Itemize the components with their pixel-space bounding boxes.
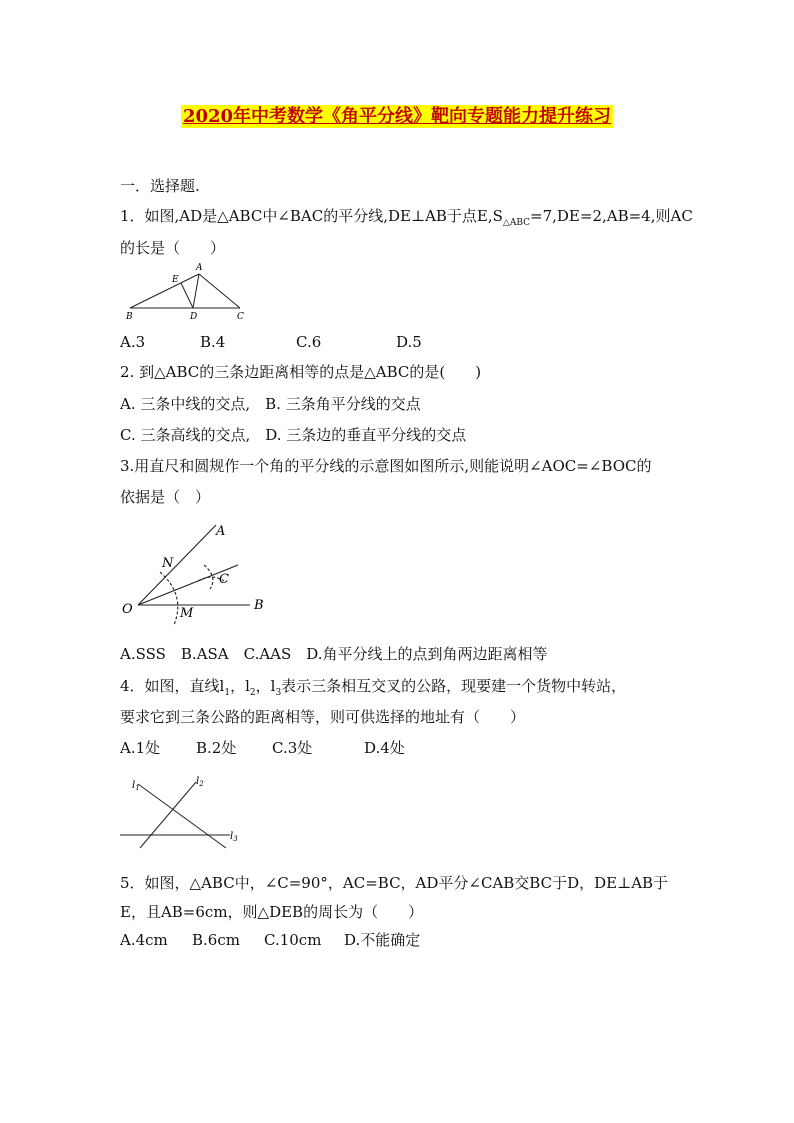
q4-line-l1 <box>138 784 226 848</box>
q4-line1 <box>120 676 626 703</box>
q3-line2: 依据是（ ） <box>120 488 211 506</box>
q3-label-a: A <box>216 524 226 539</box>
q3-label-b: B <box>254 598 264 613</box>
q1-line1-pre: 1．如图,AD是△ABC中∠BAC的平分线,DE⊥AB于点E,S <box>120 207 503 225</box>
q1-line1 <box>120 206 693 233</box>
q4-line1-a: 4．如图，直线l <box>120 677 225 695</box>
q4-option-b[interactable]: B.2处 <box>196 739 237 757</box>
section-heading: 一．选择题. <box>120 177 200 195</box>
page-title <box>0 104 794 130</box>
q5-options <box>120 930 420 950</box>
q1-segment-de <box>181 283 193 308</box>
q4-label-l2: $l_2$ <box>196 776 204 788</box>
title-text: 2020年中考数学《角平分线》靶向专题能力提升练习 <box>182 106 612 127</box>
q1-label-a: A <box>196 263 203 273</box>
q3-label-o: O <box>122 602 133 617</box>
q1-area-subscript: △ABC <box>502 218 531 228</box>
q4-label-l3: $l_3$ <box>230 831 238 843</box>
q1-segment-ab <box>130 274 199 308</box>
q1-label-b: B <box>126 312 133 322</box>
q2-options-row1[interactable]: A. 三条中线的交点, B. 三条角平分线的交点 <box>120 395 421 413</box>
q4-sub-3: 3 <box>275 688 282 698</box>
q5-line2: E，且AB=6cm，则△DEB的周长为（ ） <box>120 903 424 921</box>
q1-segment-ac <box>199 274 240 308</box>
q1-option-b[interactable]: B.4 <box>200 333 226 351</box>
q4-line1-d: 表示三条相互交叉的公路，现要建一个货物中转站， <box>281 677 627 695</box>
q4-sub-2: 2 <box>249 688 256 698</box>
q1-option-a[interactable]: A.3 <box>120 333 146 351</box>
q1-line1-post: =7,DE=2,AB=4,则AC <box>530 207 693 225</box>
q1-option-d[interactable]: D.5 <box>396 333 422 351</box>
q4-figure <box>118 772 248 852</box>
q2-options-row2[interactable]: C. 三条高线的交点, D. 三条边的垂直平分线的交点 <box>120 426 467 444</box>
q5-line1: 5．如图，△ABC中，∠C=90°，AC=BC，AD平分∠CAB交BC于D，DE⊥AB于 <box>120 874 669 892</box>
q1-label-e: E <box>172 275 179 285</box>
q1-figure <box>120 258 260 322</box>
q1-label-c: C <box>237 312 244 322</box>
q2-stem: 2. 到△ABC的三条边距离相等的点是△ABC的是( ) <box>120 363 482 381</box>
q4-option-d[interactable]: D.4处 <box>364 739 405 757</box>
q1-line2: 的长是（ ） <box>120 239 226 257</box>
q4-label-l1: $l_1$ <box>132 780 140 792</box>
q4-options <box>120 738 405 758</box>
q4-line2: 要求它到三条公路的距离相等，则可供选择的地址有（ ） <box>120 708 526 726</box>
q3-label-c: C <box>219 572 229 587</box>
q4-line1-b: ，l <box>230 677 250 695</box>
q5-option-b[interactable]: B.6cm <box>192 931 240 949</box>
q4-option-a[interactable]: A.1处 <box>120 739 161 757</box>
q3-options[interactable]: A.SSS B.ASA C.AAS D.角平分线上的点到角两边距离相等 <box>120 645 548 663</box>
q1-options <box>120 332 422 352</box>
q3-label-n: N <box>162 556 174 571</box>
q1-segment-ad <box>193 274 199 308</box>
q4-line1-c: ，l <box>255 677 276 695</box>
q4-option-c[interactable]: C.3处 <box>272 739 313 757</box>
q4-sub-1: 1 <box>224 688 231 698</box>
q5-option-a[interactable]: A.4cm <box>120 931 168 949</box>
q3-label-m: M <box>180 606 194 621</box>
q5-option-c[interactable]: C.10cm <box>264 931 322 949</box>
q3-figure <box>118 515 278 631</box>
q5-option-d[interactable]: D.不能确定 <box>344 931 421 949</box>
q1-label-d: D <box>190 312 198 322</box>
q1-option-c[interactable]: C.6 <box>296 333 322 351</box>
q3-line1: 3.用直尺和圆规作一个角的平分线的示意图如图所示,则能说明∠AOC=∠BOC的 <box>120 457 652 475</box>
